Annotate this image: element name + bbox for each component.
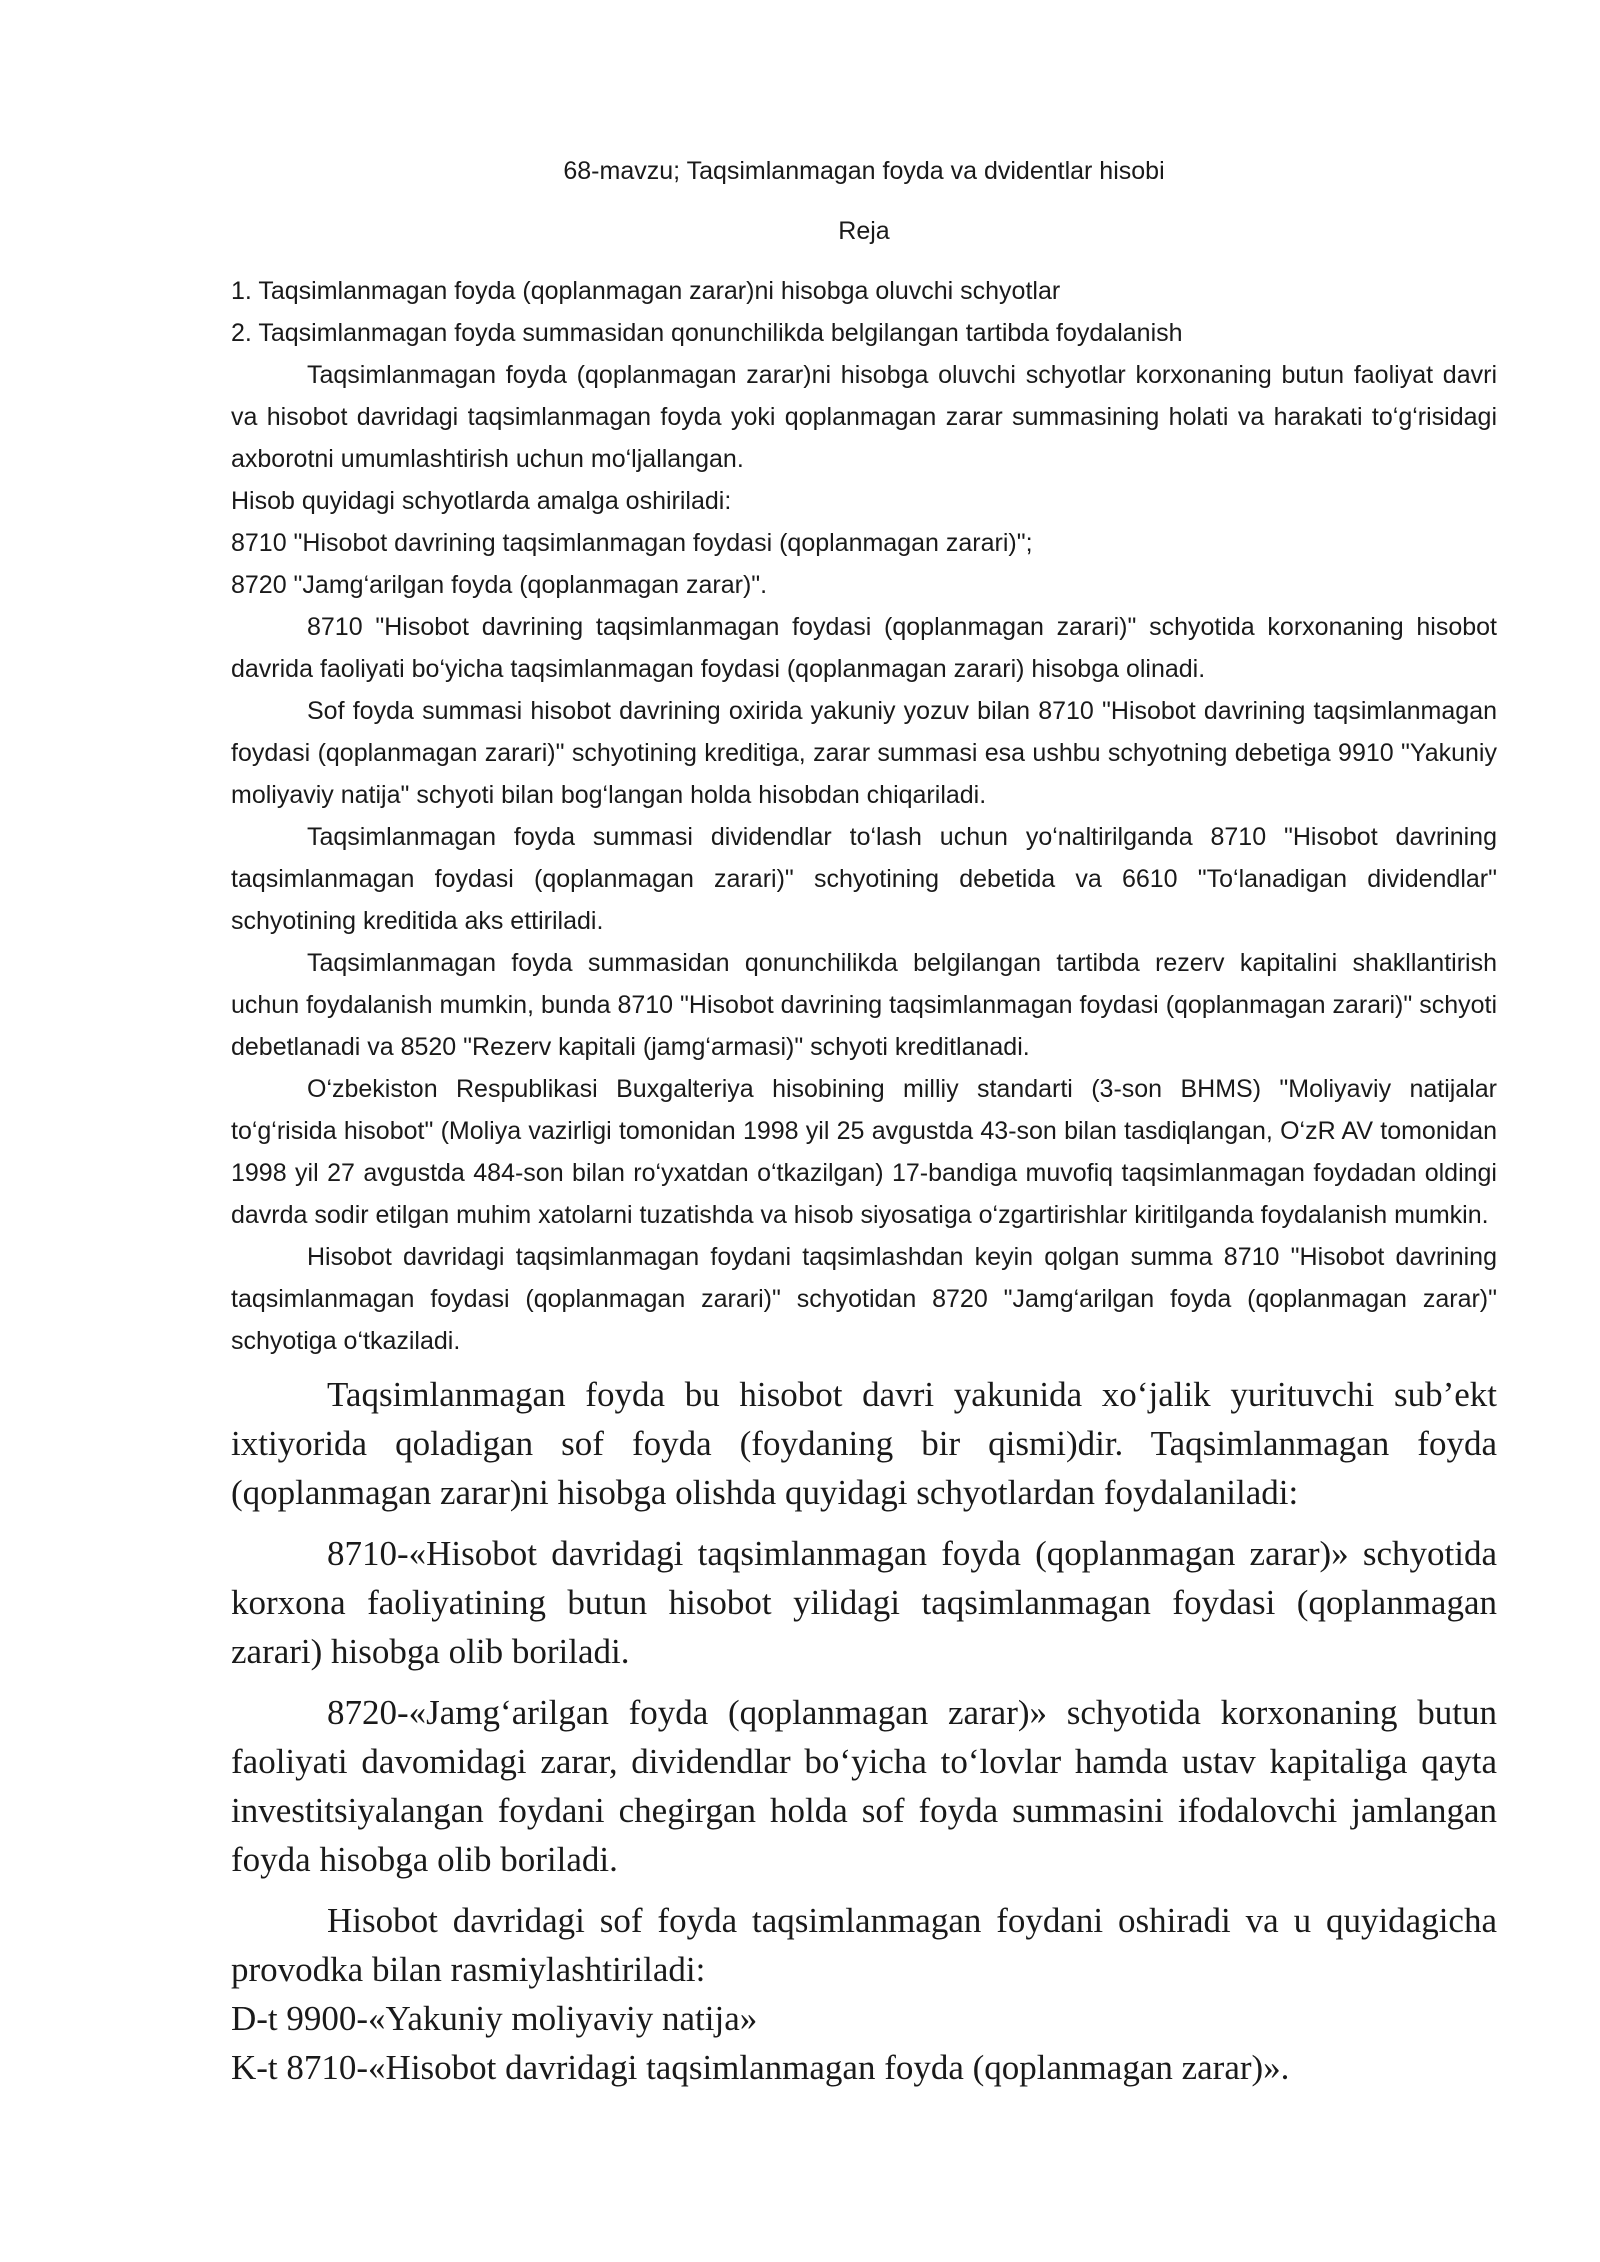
- serif-paragraph: 8720-«Jamg‘arilgan foyda (qoplanmagan zarar)» schyotida korxonaning butun faoliyati davomidagi zarar, dividendlar bo‘yicha to‘lovlar hamda ustav kapitaliga qayta investitsiyalangan foydani chegirgan holda sof foyda summasini ifodalovchi jamlangan foyda hisobga olib boriladi.: [231, 1693, 1497, 1879]
- plan-item: 1. Taqsimlanmagan foyda (qoplanmagan zarar)ni hisobga oluvchi schyotlar: [231, 277, 1061, 305]
- serif-paragraph: 8710-«Hisobot davridagi taqsimlanmagan foyda (qoplanmagan zarar)» schyotida korxona faoliyatining butun hisobot yilidagi taqsimlanmagan foydasi (qoplanmagan zarari) hisobga olib boriladi.: [231, 1534, 1497, 1671]
- paragraph: 8710 "Hisobot davrining taqsimlanmagan foydasi (qoplanmagan zarari)";: [231, 529, 1033, 557]
- entry-credit: K-t 8710-«Hisobot davridagi taqsimlanmagan foyda (qoplanmagan zarar)».: [231, 2048, 1290, 2087]
- serif-paragraph: Taqsimlanmagan foyda bu hisobot davri yakunida xo‘jalik yurituvchi sub’ekt ixtiyorida qoladigan sof foyda (foydaning bir qismi)dir. Taqsimlanmagan foyda (qoplanmagan zarar)ni hisobga olishda quyidagi schyotlardan foydalaniladi:: [231, 1375, 1497, 1512]
- serif-section: [231, 1370, 1497, 2092]
- entry-debit: D-t 9900-«Yakuniy moliyaviy natija»: [231, 1999, 758, 2038]
- paragraph: O‘zbekiston Respublikasi Buxgalteriya hisobining milliy standarti (3-son BHMS) "Moliyaviy natijalar to‘g‘risida hisobot" (Moliya vazirligi tomonidan 1998 yil 25 avgustda 43-son bilan tasdiqlangan, O‘zR AV tomonidan 1998 yil 27 avgustda 484-son bilan ro‘yxatdan o‘tkazilgan) 17-bandiga muvofiq taqsimlanmagan foydadan oldingi davrda sodir etilgan muhim xatolarni tuzatishda va hisob siyosatiga o‘zgartirishlar kiritilganda foydalanish mumkin.: [231, 1075, 1497, 1229]
- page-title: 68-mavzu; Taqsimlanmagan foyda va dvidentlar hisobi: [563, 157, 1165, 185]
- plan-item: 2. Taqsimlanmagan foyda summasidan qonunchilikda belgilangan tartibda foydalanish: [231, 319, 1183, 347]
- paragraph: 8720 "Jamg‘arilgan foyda (qoplanmagan zarar)".: [231, 571, 768, 599]
- paragraph: Taqsimlanmagan foyda summasi dividendlar to‘lash uchun yo‘naltirilganda 8710 "Hisobot davrining taqsimlanmagan foydasi (qoplanmagan zarari)" schyotining debetida va 6610 "To‘lanadigan dividendlar" schyotining kreditida aks ettiriladi.: [231, 823, 1497, 935]
- paragraph: Taqsimlanmagan foyda summasidan qonunchilikda belgilangan tartibda rezerv kapitalini shakllantirish uchun foydalanish mumkin, bunda 8710 "Hisobot davrining taqsimlanmagan foydasi (qoplanmagan zarari)" schyoti debetlanadi va 8520 "Rezerv kapitali (jamg‘armasi)" schyoti kreditlanadi.: [231, 949, 1497, 1061]
- document-page: [231, 150, 1497, 2092]
- paragraph: 8710 "Hisobot davrining taqsimlanmagan foydasi (qoplanmagan zarari)" schyotida korxonaning hisobot davrida faoliyati bo‘yicha taqsimlanmagan foydasi (qoplanmagan zarari) hisobga olinadi.: [231, 613, 1497, 683]
- serif-paragraph: Hisobot davridagi sof foyda taqsimlanmagan foydani oshiradi va u quyidagicha provodka bilan rasmiylashtiriladi:: [231, 1901, 1497, 1989]
- plan-heading: Reja: [838, 217, 890, 245]
- sans-section: [231, 150, 1497, 1362]
- paragraph: Taqsimlanmagan foyda (qoplanmagan zarar)ni hisobga oluvchi schyotlar korxonaning butun faoliyat davri va hisobot davridagi taqsimlanmagan foyda yoki qoplanmagan zarar summasining holati va harakati to‘g‘risidagi axborotni umumlashtirish uchun mo‘ljallangan.: [231, 361, 1497, 473]
- paragraph: Hisob quyidagi schyotlarda amalga oshiriladi:: [231, 487, 732, 515]
- paragraph: Sof foyda summasi hisobot davrining oxirida yakuniy yozuv bilan 8710 "Hisobot davrining taqsimlanmagan foydasi (qoplanmagan zarari)" schyotining kreditiga, zarar summasi esa ushbu schyotning debetiga 9910 "Yakuniy moliyaviy natija" schyoti bilan bog‘langan holda hisobdan chiqariladi.: [231, 697, 1497, 809]
- paragraph: Hisobot davridagi taqsimlanmagan foydani taqsimlashdan keyin qolgan summa 8710 "Hisobot davrining taqsimlanmagan foydasi (qoplanmagan zarari)" schyotidan 8720 "Jamg‘arilgan foyda (qoplanmagan zarar)" schyotiga o‘tkaziladi.: [231, 1243, 1497, 1355]
